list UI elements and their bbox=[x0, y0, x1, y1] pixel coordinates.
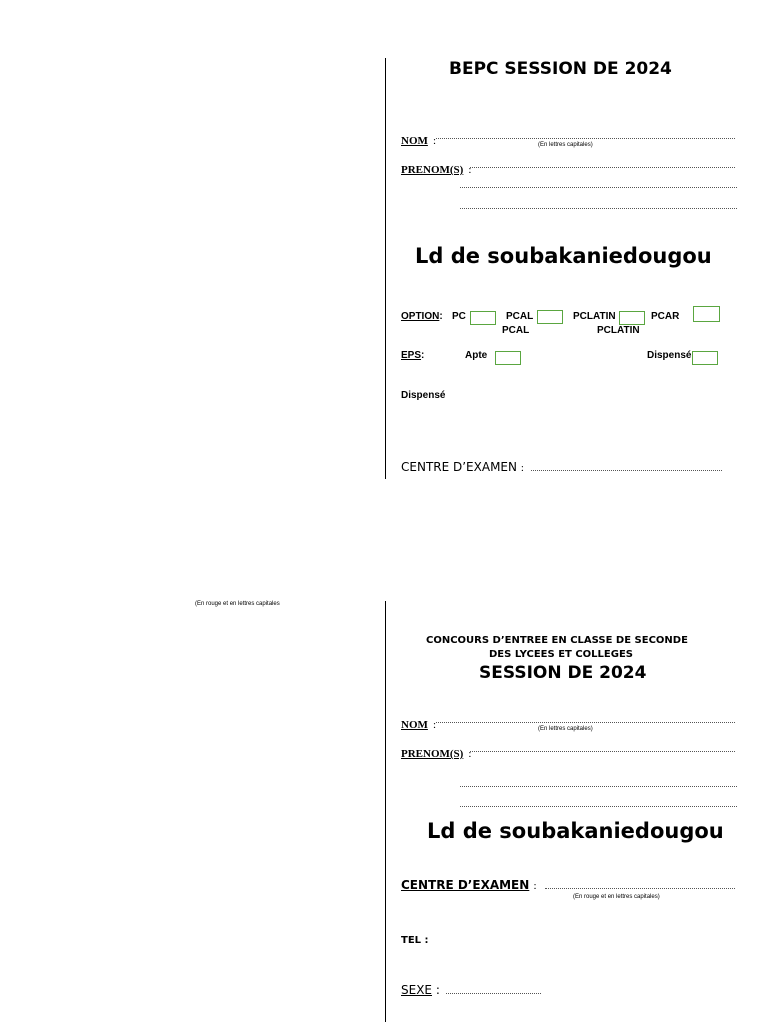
card1-eps-colon: : bbox=[421, 350, 425, 361]
card1-title: BEPC SESSION DE 2024 bbox=[449, 59, 672, 79]
card1-nom-field[interactable] bbox=[436, 138, 735, 139]
card1-option-pclatin-checkbox[interactable] bbox=[619, 311, 645, 325]
card2-divider-line bbox=[385, 601, 386, 1022]
card1-option-pcal-label-2: PCAL bbox=[502, 325, 530, 336]
card2-sexe-field[interactable] bbox=[446, 993, 541, 994]
card1-apte-checkbox[interactable] bbox=[495, 351, 521, 365]
card2-centre-hint: (En rouge et en lettres capitales) bbox=[573, 894, 660, 900]
card1-option-pc-label: PC bbox=[452, 311, 466, 322]
card2-school-name: Ld de soubakaniedougou bbox=[427, 819, 724, 843]
card2-centre-row bbox=[401, 878, 537, 892]
card1-option-pcal-label: PCAL bbox=[506, 311, 534, 322]
card1-option-colon: : bbox=[439, 311, 443, 322]
card2-title-line2: DES LYCEES ET COLLEGES bbox=[489, 649, 633, 660]
card1-nom-label: NOM bbox=[401, 135, 428, 147]
card1-option-pclatin-label: PCLATIN bbox=[573, 311, 616, 322]
card2-prenom-colon: : bbox=[468, 748, 472, 760]
card1-option-pcar-label: PCAR bbox=[651, 311, 680, 322]
card1-dispense-label-2: Dispensé bbox=[401, 390, 446, 401]
card1-prenom-row bbox=[401, 158, 471, 177]
card2-nom-label: NOM bbox=[401, 719, 428, 731]
card1-option-pclatin-label-2: PCLATIN bbox=[597, 325, 640, 336]
card1-prenom-field[interactable] bbox=[470, 167, 735, 168]
card1-eps-row bbox=[401, 350, 424, 361]
card2-sexe-colon: : bbox=[435, 983, 440, 997]
card1-nom-colon: : bbox=[432, 135, 437, 147]
card2-nom-field[interactable] bbox=[436, 722, 735, 723]
card2-title-line1: CONCOURS D’ENTREE EN CLASSE DE SECONDE bbox=[426, 635, 688, 646]
card1-option-pcal-checkbox[interactable] bbox=[537, 310, 563, 324]
card1-school-name: Ld de soubakaniedougou bbox=[415, 244, 712, 268]
card1-prenom-field-line3[interactable] bbox=[460, 208, 737, 209]
card1-prenom-colon: : bbox=[468, 164, 472, 176]
card2-sexe-label: SEXE bbox=[401, 983, 433, 997]
card1-dispense-label: Dispensé bbox=[647, 350, 692, 361]
card2-sexe-row bbox=[401, 983, 440, 997]
card1-apte-label: Apte bbox=[465, 350, 488, 361]
card2-title-line3: SESSION DE 2024 bbox=[479, 663, 647, 683]
card2-nom-colon: : bbox=[432, 719, 437, 731]
card1-centre-field[interactable] bbox=[531, 470, 722, 471]
card1-nom-hint: (En lettres capitales) bbox=[538, 142, 593, 148]
card2-prenom-row bbox=[401, 742, 471, 761]
card1-prenom-label: PRENOM(S) bbox=[401, 164, 464, 176]
card2-prenom-field[interactable] bbox=[470, 751, 735, 752]
card2-centre-colon: : bbox=[533, 880, 537, 892]
card1-divider-line bbox=[385, 58, 386, 479]
card2-nom-row bbox=[401, 713, 436, 732]
card1-centre-colon: : bbox=[520, 462, 524, 474]
card1-option-pc-checkbox[interactable] bbox=[470, 311, 496, 325]
card1-option-label-row bbox=[401, 311, 443, 322]
card2-prenom-label: PRENOM(S) bbox=[401, 748, 464, 760]
card1-prenom-field-line2[interactable] bbox=[460, 187, 737, 188]
card2-centre-label: CENTRE D’EXAMEN bbox=[401, 878, 530, 892]
card1-centre-row bbox=[401, 460, 524, 474]
left-note: (En rouge et en lettres capitales bbox=[195, 601, 280, 607]
card1-nom-row bbox=[401, 129, 436, 148]
card2-prenom-field-line2[interactable] bbox=[460, 786, 737, 787]
card1-eps-label: EPS bbox=[401, 350, 422, 361]
card2-tel-label: TEL : bbox=[401, 935, 429, 946]
card2-nom-hint: (En lettres capitales) bbox=[538, 726, 593, 732]
card1-dispense-checkbox[interactable] bbox=[692, 351, 718, 365]
card1-option-pcar-checkbox[interactable] bbox=[693, 306, 720, 322]
card1-centre-label: CENTRE D’EXAMEN bbox=[401, 460, 517, 474]
card2-centre-field[interactable] bbox=[545, 888, 735, 889]
card1-option-label: OPTION bbox=[401, 311, 440, 322]
card2-prenom-field-line3[interactable] bbox=[460, 806, 737, 807]
